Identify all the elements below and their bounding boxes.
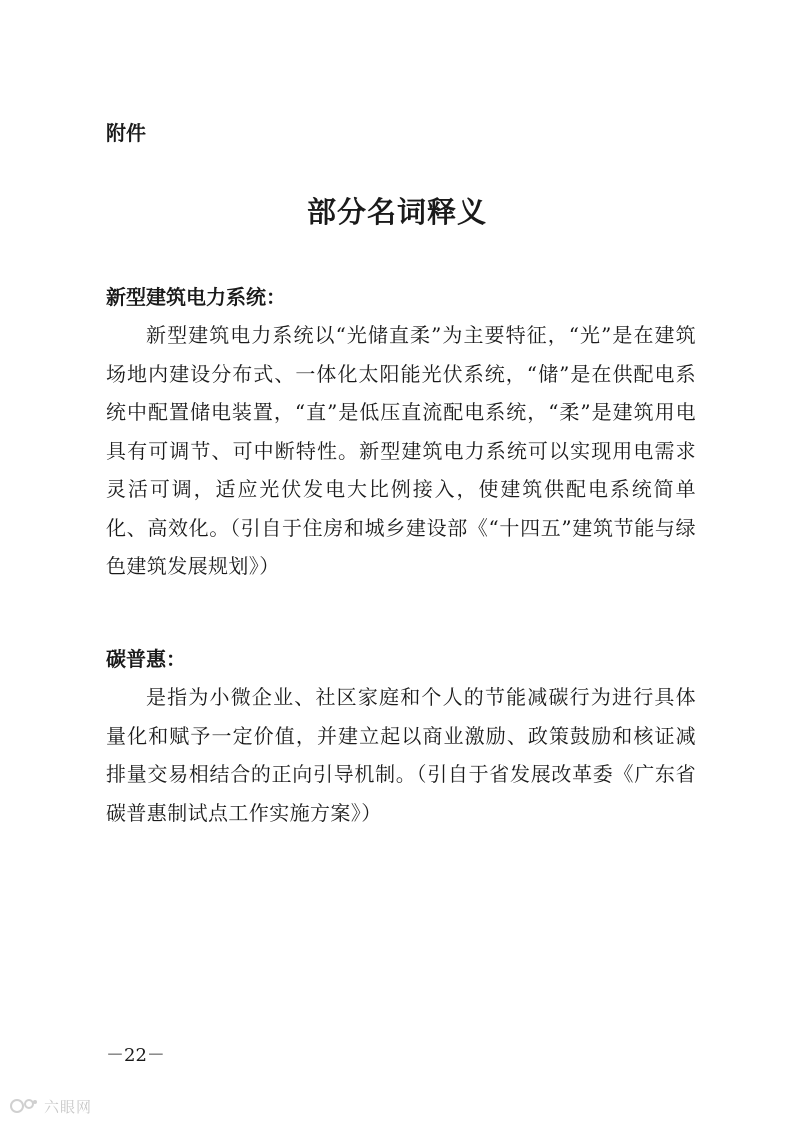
term-section [106, 640, 696, 832]
watermark-text: 六眼网 [44, 1097, 93, 1116]
term-section [106, 278, 696, 586]
term-definition: 新型建筑电力系统以“光储直柔”为主要特征，“光”是在建筑场地内建设分布式、一体化太阳能光伏系统，“储”是在供配电系统中配置储电装置，“直”是低压直流配电系统，“柔”是建筑用电具有可调节、可中断特性。新型建筑电力系统可以实现用电需求灵活可调，适应光伏发电大比例接入，使建筑供配电系统简单化、高效化。（引自于住房和城乡建设部《“十四五”建筑节能与绿色建筑发展规划》） [106, 323, 696, 578]
page-title: 部分名词释义 [306, 195, 487, 229]
term-heading: 碳普惠： [106, 647, 186, 671]
page-number: －22－ [106, 1045, 165, 1066]
term-definition: 是指为小微企业、社区家庭和个人的节能减碳行为进行具体量化和赋予一定价值，并建立起以商业激励、政策鼓励和核证减排量交易相结合的正向引导机制。（引自于省发展改革委《广东省碳普惠制试点工作实施方案》） [106, 685, 696, 825]
term-heading: 新型建筑电力系统： [106, 285, 286, 309]
watermark [10, 1094, 92, 1118]
attachment-label: 附件 [106, 121, 146, 145]
camera-logo-icon [10, 1097, 38, 1115]
